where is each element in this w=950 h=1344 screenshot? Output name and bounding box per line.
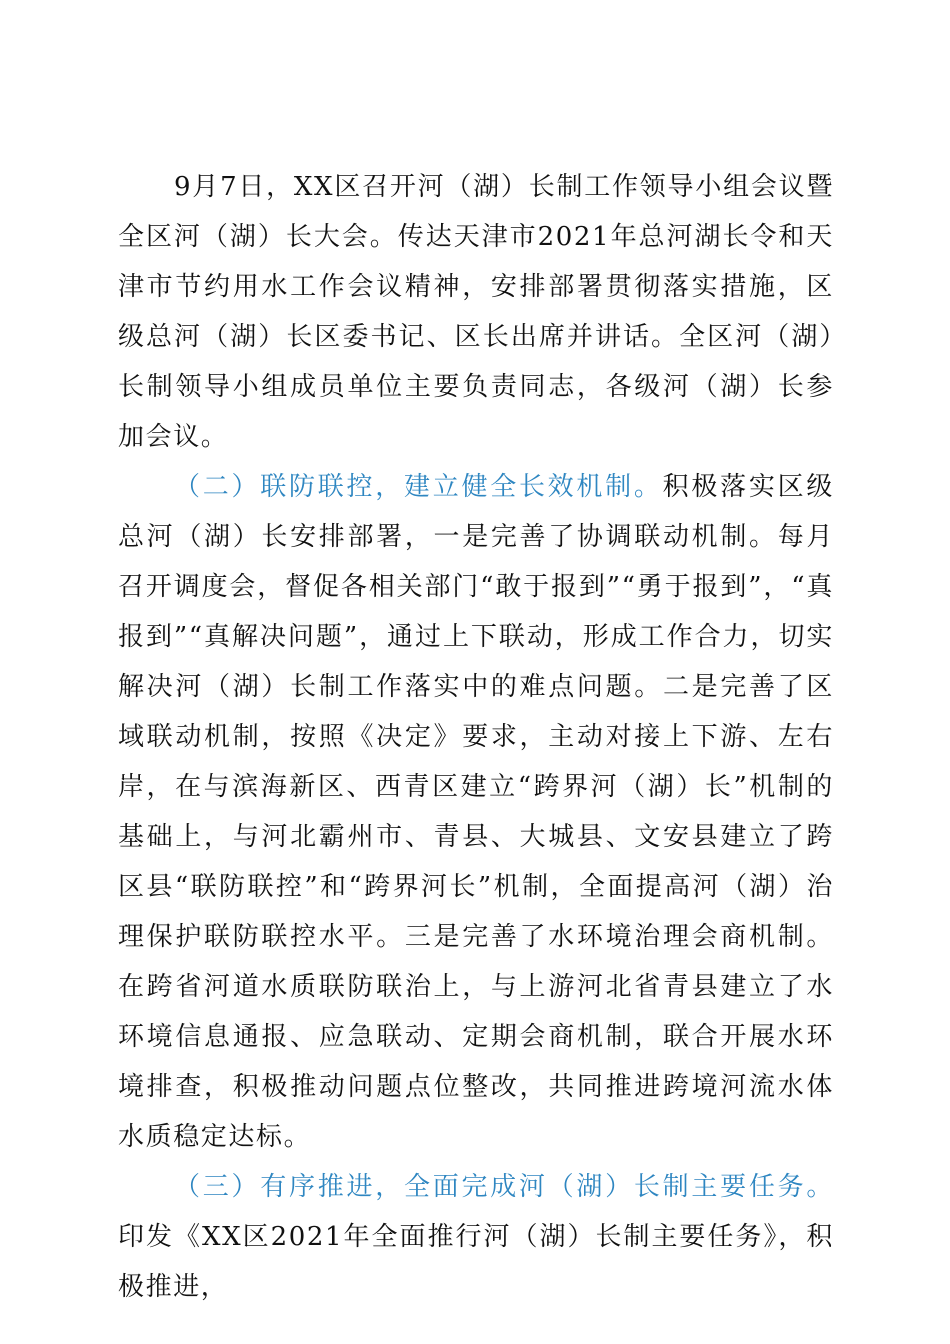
paragraph-section-three bbox=[118, 1162, 834, 1312]
document-body bbox=[118, 162, 834, 1312]
paragraph-section-two bbox=[118, 462, 834, 1162]
section-three-heading: （三）有序推进，全面完成河（湖）长制主要任务。 bbox=[174, 1172, 834, 1202]
paragraph-text: 9月7日，XX区召开河（湖）长制工作领导小组会议暨全区河（湖）长大会。传达天津市2021年总河湖长令和天津市节约用水工作会议精神，安排部署贯彻落实措施，区级总河（湖）长区委书记、区长出席并讲话。全区河（湖）长制领导小组成员单位主要负责同志，各级河（湖）长参加会议。 bbox=[118, 172, 834, 452]
section-three-text: 印发《XX区2021年全面推行河（湖）长制主要任务》，积极推进， bbox=[118, 1222, 834, 1302]
paragraph-meeting bbox=[118, 162, 834, 462]
section-two-heading: （二）联防联控，建立健全长效机制。 bbox=[174, 472, 663, 502]
section-two-text: 积极落实区级总河（湖）长安排部署，一是完善了协调联动机制。每月召开调度会，督促各相关部门“敢于报到”“勇于报到”，“真报到”“真解决问题”，通过上下联动，形成工作合力，切实解决河（湖）长制工作落实中的难点问题。二是完善了区域联动机制，按照《决定》要求，主动对接上下游、左右岸，在与滨海新区、西青区建立“跨界河（湖）长”机制的基础上，与河北霸州市、青县、大城县、文安县建立了跨区县“联防联控”和“跨界河长”机制，全面提高河（湖）治理保护联防联控水平。三是完善了水环境治理会商机制。在跨省河道水质联防联治上，与上游河北省青县建立了水环境信息通报、应急联动、定期会商机制，联合开展水环境排查，积极推动问题点位整改，共同推进跨境河流水体水质稳定达标。 bbox=[118, 472, 834, 1152]
